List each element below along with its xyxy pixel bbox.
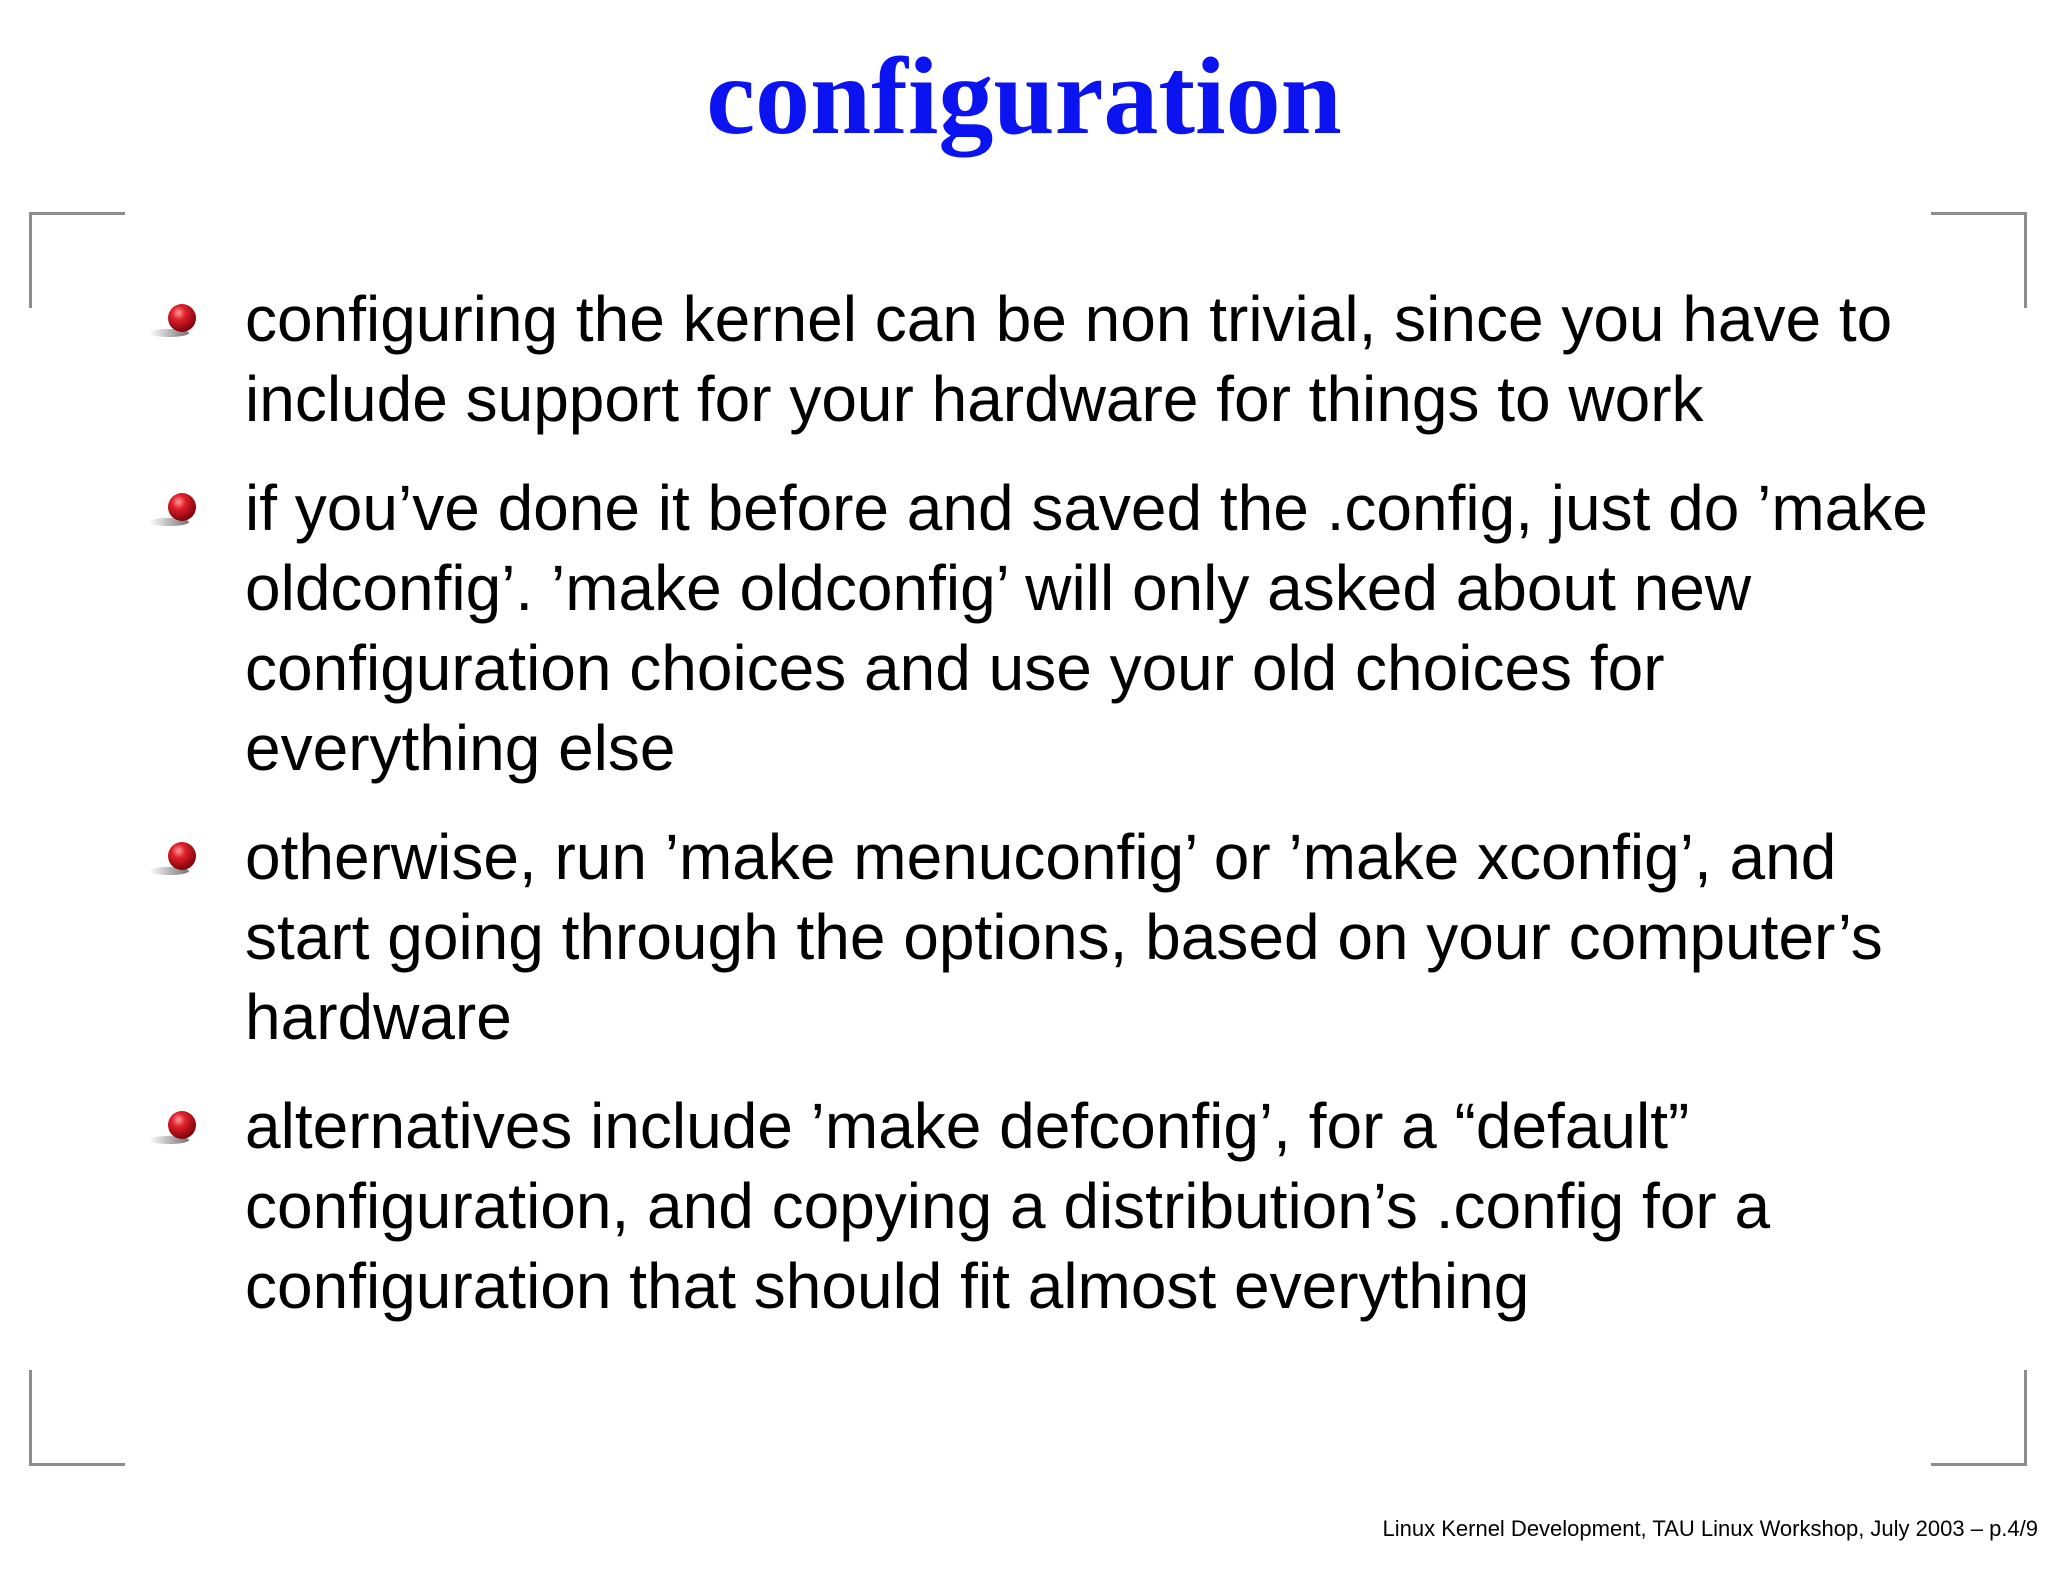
bullet-item [0, 1086, 2048, 1326]
red-ball-bullet-icon [147, 490, 201, 534]
bullet-item [0, 279, 2048, 439]
red-ball-bullet-icon [147, 1108, 201, 1152]
bullet-text: if you’ve done it before and saved the .config, just do ’make oldconfig’. ’make oldconfig’ will only asked about new configuration choices and use your old choices for everything else [245, 472, 1928, 784]
bullet-list [0, 279, 2048, 1355]
slide-title: configuration [706, 35, 1342, 157]
bullet-item [0, 817, 2048, 1057]
slide-footer: Linux Kernel Development, TAU Linux Workshop, July 2003 – p.4/9 [1382, 1516, 2038, 1541]
bullet-text: configuring the kernel can be non trivial, since you have to include support for your hardware for things to work [245, 283, 1893, 435]
frame-corner-bottom-left [29, 1370, 125, 1466]
red-ball-bullet-icon [147, 839, 201, 883]
bullet-item [0, 468, 2048, 788]
frame-corner-bottom-right [1931, 1370, 2027, 1466]
red-ball-bullet-icon [147, 301, 201, 345]
bullet-text: alternatives include ’make defconfig’, for a “default” configuration, and copying a distribution’s .config for a configuration that should fit almost everything [245, 1090, 1771, 1322]
bullet-text: otherwise, run ’make menuconfig’ or ’make xconfig’, and start going through the options, based on your computer’s hardware [245, 821, 1883, 1053]
